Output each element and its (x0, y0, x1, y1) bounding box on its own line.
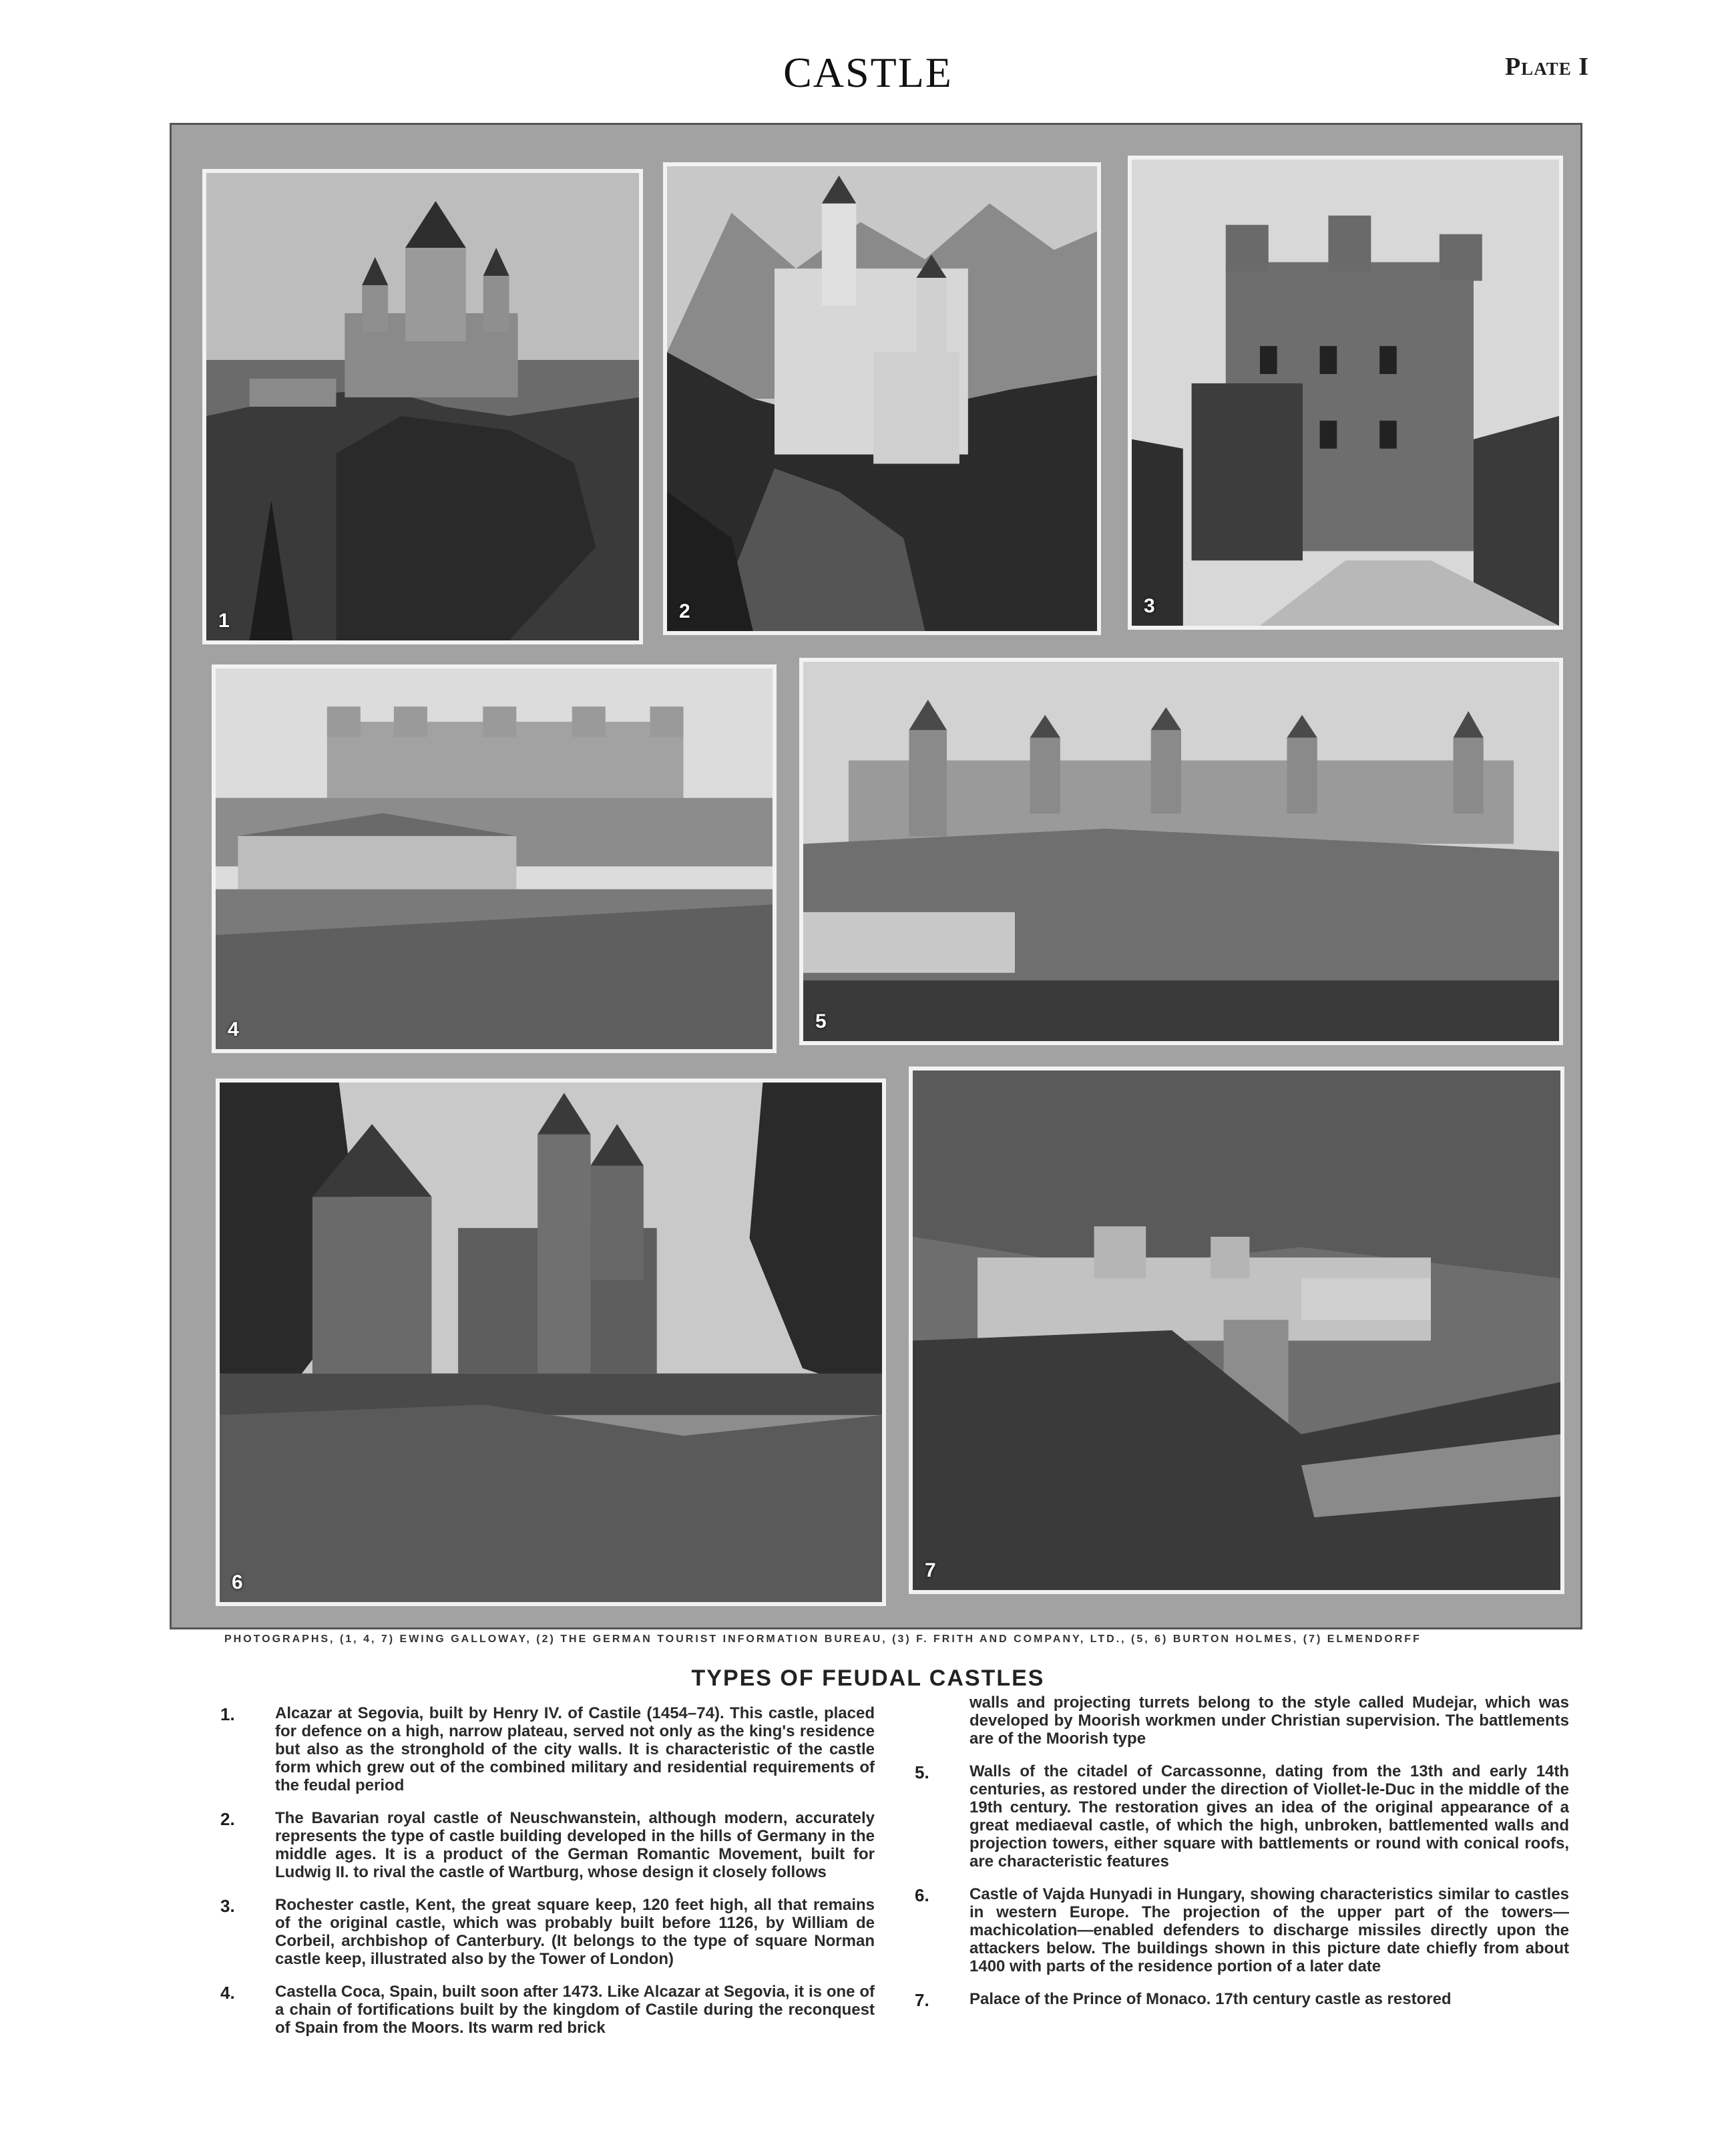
photo-number: 2 (679, 600, 690, 622)
coca-image (216, 668, 773, 1049)
caption-text: The Bavarian royal castle of Neuschwanstein, although modern, accurately represents the type of castle building developed in the hills of Germany in the middle ages. It is a product of the German Romantic Movement, built for Ludwig II. to rival the castle of Wartburg, whose design it closely follows (275, 1809, 875, 1881)
alcazar-image (206, 173, 639, 640)
photo-number: 4 (228, 1018, 239, 1040)
caption-number: 7. (915, 1990, 929, 2010)
caption-number: 6. (915, 1885, 929, 1905)
caption-heading: TYPES OF FEUDAL CASTLES (691, 1666, 1045, 1691)
carcassonne-image (803, 662, 1559, 1041)
photo-vajda-hunyadi (216, 1079, 886, 1606)
plate-label: Plate I (1504, 53, 1589, 81)
caption-text: Rochester castle, Kent, the great square keep, 120 feet high, all that remains of the original castle, which was probably built before 1126, by William de Corbeil, archbishop of Canterbury. (It belongs to the type of square Norman castle keep, illustrated also by the Tower of London) (275, 1896, 875, 1968)
caption-text: Walls of the citadel of Carcassonne, dating from the 13th and early 14th centuries, as restored under the direction of Viollet-le-Duc in the middle of the 19th century. The restoration gives an idea of the original appearance of a great mediaeval castle, of which the high, unbroken, battlemented walls and projection towers, either square with battlements or round with conical roofs, are characteristic features (969, 1762, 1569, 1871)
photo-coca (212, 664, 777, 1053)
caption-item (220, 1809, 875, 1881)
vajda-hunyadi-image (220, 1083, 882, 1602)
photo-number: 7 (925, 1559, 936, 1581)
photo-panel (170, 123, 1582, 1629)
caption-number: 4. (220, 1983, 235, 2003)
photo-carcassonne (799, 658, 1563, 1045)
caption-item (915, 1762, 1569, 1871)
caption-text: Palace of the Prince of Monaco. 17th century castle as restored (969, 1990, 1452, 2008)
caption-text: Alcazar at Segovia, built by Henry IV. of Castile (1454–74). This castle, placed for defence on a high, narrow plateau, served not only as the king's residence but also as the stronghold of the city walls. It is characteristic of the castle form which grew out of the combined military and residential requirements of the feudal period (275, 1704, 875, 1794)
caption-item (915, 1990, 1569, 2008)
photo-alcazar-segovia (202, 169, 643, 644)
photo-number: 1 (218, 610, 230, 632)
caption-item (915, 1885, 1569, 1975)
monaco-image (913, 1070, 1560, 1590)
photo-neuschwanstein (663, 162, 1101, 635)
photo-rochester (1128, 156, 1563, 630)
caption-column-right (915, 1694, 1569, 2023)
caption-column-left (220, 1704, 875, 2052)
photo-number: 3 (1144, 595, 1155, 617)
caption-item (220, 1896, 875, 1968)
page-title: CASTLE (783, 49, 953, 96)
caption-text: Castle of Vajda Hunyadi in Hungary, showing characteristics similar to castles in western Europe. The projection of the upper part of the towers—machicolation—enabled defenders to discharge missiles directly upon the attackers below. The buildings shown in this picture date chiefly from about 1400 with parts of the residence portion of a later date (969, 1885, 1569, 1975)
caption-number: 2. (220, 1809, 235, 1829)
caption-item (220, 1983, 875, 2037)
photo-number: 6 (232, 1571, 243, 1593)
photo-credits: PHOTOGRAPHS, (1, 4, 7) EWING GALLOWAY, (2) THE GERMAN TOURIST INFORMATION BUREAU, (3) F. FRITH AND COMPANY, LTD., (5, 6) BURTON HOLMES, (7) ELMENDORFF (224, 1633, 1422, 1645)
photo-monaco (909, 1066, 1564, 1594)
caption-number: 3. (220, 1896, 235, 1916)
caption-item (220, 1704, 875, 1794)
caption-number: 1. (220, 1704, 235, 1724)
caption-text: Castella Coca, Spain, built soon after 1473. Like Alcazar at Segovia, it is one of a chain of fortifications built by the kingdom of Castile during the reconquest of Spain from the Moors. Its warm red brick (275, 1983, 875, 2037)
caption-number: 5. (915, 1762, 929, 1782)
caption-continuation: walls and projecting turrets belong to the style called Mudejar, which was developed by Moorish workmen under Christian supervision. The battlements are of the Moorish type (969, 1694, 1569, 1748)
photo-number: 5 (815, 1010, 827, 1032)
neuschwanstein-image (667, 166, 1097, 631)
rochester-image (1132, 160, 1559, 626)
